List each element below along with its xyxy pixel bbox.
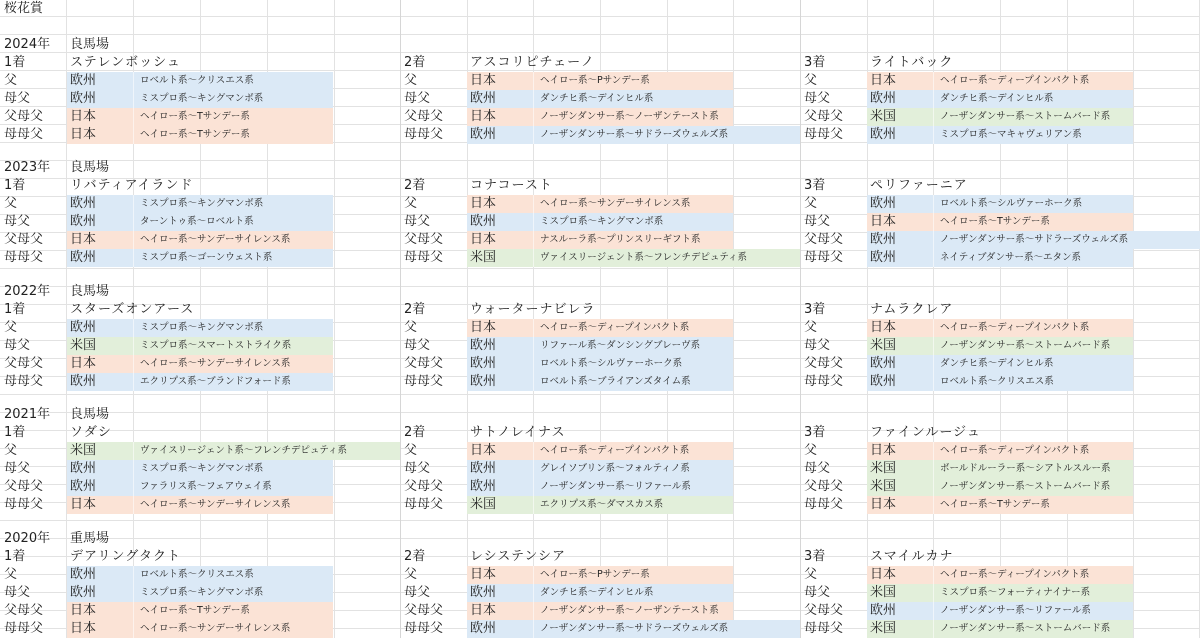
sire-line-cell[interactable]: ヘイロー系～ディープインパクト系 bbox=[933, 319, 1133, 337]
horse-name-cell[interactable]: アスコリピチェーノ bbox=[470, 55, 595, 70]
sire-line-cell[interactable]: ミスプロ系～キングマンボ系 bbox=[133, 319, 333, 337]
column-gridline bbox=[400, 0, 401, 638]
horse-name-cell[interactable]: サトノレイナス bbox=[470, 425, 566, 440]
region-cell[interactable]: 米国 bbox=[867, 337, 933, 355]
region-cell[interactable]: 欧州 bbox=[467, 126, 533, 144]
pedigree-label-dam-damsire[interactable]: 母母父 bbox=[804, 127, 844, 142]
sire-line-cell[interactable]: ノーザンダンサー系～サドラーズウェルズ系 bbox=[533, 620, 800, 638]
region-cell[interactable]: 米国 bbox=[67, 442, 133, 460]
pedigree-label-damsire[interactable]: 母父 bbox=[4, 338, 31, 353]
sire-line-cell[interactable]: ノーザンダンサー系～ノーザンテースト系 bbox=[533, 108, 733, 126]
pedigree-label-dam-damsire[interactable]: 母母父 bbox=[404, 250, 444, 265]
pedigree-label-father[interactable]: 父 bbox=[4, 567, 18, 582]
region-cell[interactable]: 欧州 bbox=[867, 249, 933, 267]
pedigree-label-dam-damsire[interactable]: 母母父 bbox=[804, 374, 844, 389]
region-cell[interactable]: 欧州 bbox=[67, 319, 133, 337]
finish-rank-cell[interactable]: 1着 bbox=[4, 549, 26, 564]
finish-rank-cell[interactable]: 1着 bbox=[4, 178, 26, 193]
region-cell[interactable]: 日本 bbox=[867, 496, 933, 514]
sire-line-cell[interactable]: グレイソブリン系～フォルティノ系 bbox=[533, 460, 733, 478]
pedigree-label-dam-damsire[interactable]: 母母父 bbox=[804, 621, 844, 636]
horse-name-cell[interactable]: スターズオンアース bbox=[70, 302, 195, 317]
sire-line-cell[interactable]: ミスプロ系～フォーティナイナー系 bbox=[933, 584, 1133, 602]
sire-line-cell[interactable]: ボールドルーラー系～シアトルスルー系 bbox=[933, 460, 1133, 478]
region-cell[interactable]: 日本 bbox=[867, 213, 933, 231]
pedigree-label-sire-damsire[interactable]: 父母父 bbox=[4, 109, 44, 124]
sire-line-cell[interactable]: ターントゥ系～ロベルト系 bbox=[133, 213, 333, 231]
pedigree-label-damsire[interactable]: 母父 bbox=[804, 91, 831, 106]
finish-rank-cell[interactable]: 2着 bbox=[404, 302, 426, 317]
track-condition-cell[interactable]: 重馬場 bbox=[70, 531, 110, 546]
pedigree-label-sire-damsire[interactable]: 父母父 bbox=[404, 109, 444, 124]
pedigree-label-sire-damsire[interactable]: 父母父 bbox=[404, 603, 444, 618]
finish-rank-cell[interactable]: 2着 bbox=[404, 55, 426, 70]
pedigree-label-father[interactable]: 父 bbox=[4, 443, 18, 458]
region-cell[interactable]: 米国 bbox=[467, 249, 533, 267]
pedigree-label-father[interactable]: 父 bbox=[804, 73, 818, 88]
region-cell[interactable]: 欧州 bbox=[467, 337, 533, 355]
region-cell[interactable]: 米国 bbox=[867, 460, 933, 478]
sire-line-cell[interactable]: ミスプロ系～キングマンボ系 bbox=[133, 195, 333, 213]
pedigree-label-dam-damsire[interactable]: 母母父 bbox=[4, 250, 44, 265]
finish-rank-cell[interactable]: 2着 bbox=[404, 549, 426, 564]
sire-line-cell[interactable]: ヘイロー系～ディープインパクト系 bbox=[533, 319, 733, 337]
horse-name-cell[interactable]: スマイルカナ bbox=[870, 549, 954, 564]
finish-rank-cell[interactable]: 3着 bbox=[804, 302, 826, 317]
pedigree-label-sire-damsire[interactable]: 父母父 bbox=[404, 356, 444, 371]
sire-line-cell[interactable]: ノーザンダンサー系～リファール系 bbox=[533, 478, 733, 496]
region-cell[interactable]: 欧州 bbox=[467, 213, 533, 231]
year-cell[interactable]: 2024年 bbox=[4, 37, 51, 52]
sire-line-cell[interactable]: ヘイロー系～Tサンデー系 bbox=[133, 602, 333, 620]
sire-line-cell[interactable]: ミスプロ系～ゴーンウェスト系 bbox=[133, 249, 333, 267]
pedigree-label-damsire[interactable]: 母父 bbox=[404, 338, 431, 353]
region-cell[interactable]: 欧州 bbox=[467, 478, 533, 496]
sire-line-cell[interactable]: ヘイロー系～Tサンデー系 bbox=[933, 213, 1133, 231]
track-condition-cell[interactable]: 良馬場 bbox=[70, 284, 110, 299]
region-cell[interactable]: 欧州 bbox=[467, 620, 533, 638]
pedigree-label-dam-damsire[interactable]: 母母父 bbox=[804, 250, 844, 265]
region-cell[interactable]: 欧州 bbox=[867, 373, 933, 391]
track-condition-cell[interactable]: 良馬場 bbox=[70, 407, 110, 422]
column-gridline bbox=[733, 0, 734, 638]
pedigree-label-father[interactable]: 父 bbox=[804, 567, 818, 582]
sire-line-cell[interactable]: エクリプス系～ダマスカス系 bbox=[533, 496, 733, 514]
pedigree-label-damsire[interactable]: 母父 bbox=[804, 585, 831, 600]
pedigree-label-father[interactable]: 父 bbox=[4, 73, 18, 88]
pedigree-label-damsire[interactable]: 母父 bbox=[404, 461, 431, 476]
region-cell[interactable]: 日本 bbox=[467, 566, 533, 584]
region-cell[interactable]: 日本 bbox=[467, 195, 533, 213]
horse-name-cell[interactable]: ナムラクレア bbox=[870, 302, 954, 317]
sire-line-cell[interactable]: ミスプロ系～マキャヴェリアン系 bbox=[933, 126, 1133, 144]
region-cell[interactable]: 欧州 bbox=[67, 460, 133, 478]
horse-name-cell[interactable]: ライトバック bbox=[870, 55, 954, 70]
sire-line-cell[interactable]: ヘイロー系～サンデーサイレンス系 bbox=[133, 496, 333, 514]
region-cell[interactable]: 日本 bbox=[467, 442, 533, 460]
finish-rank-cell[interactable]: 3着 bbox=[804, 55, 826, 70]
pedigree-label-damsire[interactable]: 母父 bbox=[404, 214, 431, 229]
pedigree-label-damsire[interactable]: 母父 bbox=[4, 91, 31, 106]
region-cell[interactable]: 日本 bbox=[67, 231, 133, 249]
finish-rank-cell[interactable]: 2着 bbox=[404, 425, 426, 440]
pedigree-label-sire-damsire[interactable]: 父母父 bbox=[804, 603, 844, 618]
pedigree-label-damsire[interactable]: 母父 bbox=[404, 91, 431, 106]
pedigree-label-father[interactable]: 父 bbox=[404, 443, 418, 458]
region-cell[interactable]: 日本 bbox=[467, 319, 533, 337]
year-cell[interactable]: 2022年 bbox=[4, 284, 51, 299]
finish-rank-cell[interactable]: 2着 bbox=[404, 178, 426, 193]
column-gridline bbox=[1133, 0, 1134, 638]
column-gridline bbox=[800, 0, 801, 638]
region-cell[interactable]: 日本 bbox=[467, 72, 533, 90]
region-cell[interactable]: 日本 bbox=[467, 108, 533, 126]
horse-name-cell[interactable]: コナコースト bbox=[470, 178, 553, 193]
pedigree-label-damsire[interactable]: 母父 bbox=[4, 461, 31, 476]
region-cell[interactable]: 日本 bbox=[67, 496, 133, 514]
horse-name-cell[interactable]: リバティアイランド bbox=[70, 178, 194, 193]
region-cell[interactable]: 日本 bbox=[867, 319, 933, 337]
horse-name-cell[interactable]: ペリファーニア bbox=[870, 178, 968, 193]
finish-rank-cell[interactable]: 1着 bbox=[4, 425, 26, 440]
track-condition-cell[interactable]: 良馬場 bbox=[70, 37, 110, 52]
pedigree-label-damsire[interactable]: 母父 bbox=[804, 338, 831, 353]
sire-line-cell[interactable]: ヘイロー系～ディープインパクト系 bbox=[933, 442, 1133, 460]
region-cell[interactable]: 欧州 bbox=[67, 195, 133, 213]
pedigree-label-damsire[interactable]: 母父 bbox=[4, 214, 31, 229]
sire-line-cell[interactable]: ヘイロー系～サンデーサイレンス系 bbox=[133, 231, 333, 249]
sire-line-cell[interactable]: ノーザンダンサー系～リファール系 bbox=[933, 602, 1133, 620]
sire-line-cell[interactable]: ロベルト系～クリスエス系 bbox=[933, 373, 1133, 391]
sire-line-cell[interactable]: ミスプロ系～キングマンボ系 bbox=[533, 213, 733, 231]
year-cell[interactable]: 2020年 bbox=[4, 531, 51, 546]
region-cell[interactable]: 米国 bbox=[867, 584, 933, 602]
pedigree-label-father[interactable]: 父 bbox=[404, 73, 418, 88]
region-cell[interactable]: 日本 bbox=[67, 355, 133, 373]
pedigree-label-damsire[interactable]: 母父 bbox=[4, 585, 31, 600]
region-cell[interactable]: 米国 bbox=[67, 337, 133, 355]
region-cell[interactable]: 欧州 bbox=[867, 126, 933, 144]
pedigree-label-father[interactable]: 父 bbox=[804, 196, 818, 211]
sire-line-cell[interactable]: ヘイロー系～Pサンデー系 bbox=[533, 566, 733, 584]
pedigree-label-father[interactable]: 父 bbox=[404, 567, 418, 582]
pedigree-label-sire-damsire[interactable]: 父母父 bbox=[4, 603, 44, 618]
sire-line-cell[interactable]: ヴァイスリージェント系～フレンチデピュティ系 bbox=[133, 442, 400, 460]
pedigree-label-sire-damsire[interactable]: 父母父 bbox=[4, 232, 44, 247]
pedigree-label-father[interactable]: 父 bbox=[404, 320, 418, 335]
region-cell[interactable]: 欧州 bbox=[67, 566, 133, 584]
pedigree-label-dam-damsire[interactable]: 母母父 bbox=[4, 127, 44, 142]
pedigree-label-dam-damsire[interactable]: 母母父 bbox=[4, 374, 44, 389]
sire-line-cell[interactable]: ダンチヒ系～デインヒル系 bbox=[933, 355, 1133, 373]
region-cell[interactable]: 欧州 bbox=[867, 355, 933, 373]
region-cell[interactable]: 欧州 bbox=[867, 602, 933, 620]
pedigree-label-dam-damsire[interactable]: 母母父 bbox=[404, 127, 444, 142]
pedigree-label-dam-damsire[interactable]: 母母父 bbox=[404, 621, 444, 636]
region-cell[interactable]: 日本 bbox=[67, 126, 133, 144]
track-condition-cell[interactable]: 良馬場 bbox=[70, 160, 110, 175]
sire-line-cell[interactable]: ネイティブダンサー系～エタン系 bbox=[933, 249, 1133, 267]
sire-line-cell[interactable]: ミスプロ系～スマートストライク系 bbox=[133, 337, 333, 355]
region-cell[interactable]: 欧州 bbox=[867, 231, 933, 249]
sire-line-cell[interactable]: ヴァイスリージェント系～フレンチデピュティ系 bbox=[533, 249, 800, 267]
sire-line-cell[interactable]: ヘイロー系～Pサンデー系 bbox=[533, 72, 733, 90]
pedigree-label-damsire[interactable]: 母父 bbox=[404, 585, 431, 600]
region-cell[interactable]: 欧州 bbox=[867, 195, 933, 213]
sire-line-cell[interactable]: ミスプロ系～キングマンボ系 bbox=[133, 90, 333, 108]
sire-line-cell[interactable]: ミスプロ系～キングマンボ系 bbox=[133, 584, 333, 602]
region-cell[interactable]: 日本 bbox=[467, 231, 533, 249]
pedigree-label-father[interactable]: 父 bbox=[804, 443, 818, 458]
sire-line-cell[interactable]: ヘイロー系～Tサンデー系 bbox=[133, 108, 333, 126]
region-cell[interactable]: 欧州 bbox=[467, 373, 533, 391]
region-cell[interactable]: 米国 bbox=[867, 478, 933, 496]
sire-line-cell[interactable]: ダンチヒ系～デインヒル系 bbox=[933, 90, 1133, 108]
region-cell[interactable]: 米国 bbox=[467, 496, 533, 514]
pedigree-label-sire-damsire[interactable]: 父母父 bbox=[404, 479, 444, 494]
region-cell[interactable]: 米国 bbox=[867, 108, 933, 126]
sire-line-cell[interactable]: ヘイロー系～Tサンデー系 bbox=[133, 126, 333, 144]
sire-line-cell[interactable]: ノーザンダンサー系～ノーザンテースト系 bbox=[533, 602, 733, 620]
region-cell[interactable]: 欧州 bbox=[467, 460, 533, 478]
sire-line-cell[interactable]: ヘイロー系～サンデーサイレンス系 bbox=[133, 355, 333, 373]
pedigree-label-dam-damsire[interactable]: 母母父 bbox=[804, 497, 844, 512]
sire-line-cell[interactable]: ダンチヒ系～デインヒル系 bbox=[533, 584, 733, 602]
region-cell[interactable]: 日本 bbox=[67, 108, 133, 126]
sire-line-cell[interactable]: ロベルト系～クリスエス系 bbox=[133, 566, 333, 584]
region-cell[interactable]: 欧州 bbox=[867, 90, 933, 108]
region-cell[interactable]: 欧州 bbox=[467, 90, 533, 108]
pedigree-label-sire-damsire[interactable]: 父母父 bbox=[804, 232, 844, 247]
sheet-title[interactable]: 桜花賞 bbox=[4, 1, 44, 16]
sire-line-cell[interactable]: ヘイロー系～Tサンデー系 bbox=[933, 496, 1133, 514]
finish-rank-cell[interactable]: 3着 bbox=[804, 549, 826, 564]
horse-name-cell[interactable]: ソダシ bbox=[70, 425, 112, 440]
region-cell[interactable]: 欧州 bbox=[467, 355, 533, 373]
region-cell[interactable]: 欧州 bbox=[67, 213, 133, 231]
region-cell[interactable]: 日本 bbox=[467, 602, 533, 620]
pedigree-label-sire-damsire[interactable]: 父母父 bbox=[4, 356, 44, 371]
pedigree-label-sire-damsire[interactable]: 父母父 bbox=[804, 109, 844, 124]
region-cell[interactable]: 欧州 bbox=[67, 90, 133, 108]
horse-name-cell[interactable]: ステレンボッシュ bbox=[70, 55, 181, 70]
finish-rank-cell[interactable]: 3着 bbox=[804, 178, 826, 193]
sire-line-cell[interactable]: ファラリス系～フェアウェイ系 bbox=[133, 478, 333, 496]
sire-line-cell[interactable]: エクリプス系～ブランドフォード系 bbox=[133, 373, 333, 391]
region-cell[interactable]: 日本 bbox=[867, 72, 933, 90]
horse-name-cell[interactable]: デアリングタクト bbox=[70, 549, 181, 564]
pedigree-label-sire-damsire[interactable]: 父母父 bbox=[404, 232, 444, 247]
sire-line-cell[interactable]: ノーザンダンサー系～ストームバード系 bbox=[933, 337, 1133, 355]
horse-name-cell[interactable]: ウォーターナビレラ bbox=[470, 302, 596, 317]
sire-line-cell[interactable]: ミスプロ系～キングマンボ系 bbox=[133, 460, 333, 478]
pedigree-label-dam-damsire[interactable]: 母母父 bbox=[4, 497, 44, 512]
sire-line-cell[interactable]: ヘイロー系～サンデーサイレンス系 bbox=[133, 620, 333, 638]
pedigree-label-dam-damsire[interactable]: 母母父 bbox=[404, 374, 444, 389]
region-cell[interactable]: 日本 bbox=[67, 620, 133, 638]
sire-line-cell[interactable]: ノーザンダンサー系～サドラーズウェルズ系 bbox=[533, 126, 800, 144]
sire-line-cell[interactable]: ノーザンダンサー系～ストームバード系 bbox=[933, 108, 1133, 126]
finish-rank-cell[interactable]: 1着 bbox=[4, 55, 26, 70]
sire-line-cell[interactable]: ヘイロー系～サンデーサイレンス系 bbox=[533, 195, 733, 213]
pedigree-label-sire-damsire[interactable]: 父母父 bbox=[804, 356, 844, 371]
sire-line-cell[interactable]: ヘイロー系～ディープインパクト系 bbox=[533, 442, 733, 460]
sire-line-cell[interactable]: ノーザンダンサー系～ストームバード系 bbox=[933, 620, 1133, 638]
sire-line-cell[interactable]: ロベルト系～クリスエス系 bbox=[133, 72, 333, 90]
finish-rank-cell[interactable]: 3着 bbox=[804, 425, 826, 440]
pedigree-label-sire-damsire[interactable]: 父母父 bbox=[804, 479, 844, 494]
sire-line-cell[interactable]: ヘイロー系～ディープインパクト系 bbox=[933, 72, 1133, 90]
sire-line-cell[interactable]: ダンチヒ系～デインヒル系 bbox=[533, 90, 733, 108]
sire-line-cell[interactable]: リファール系～ダンシングブレーヴ系 bbox=[533, 337, 733, 355]
pedigree-label-dam-damsire[interactable]: 母母父 bbox=[404, 497, 444, 512]
sire-line-cell[interactable]: ヘイロー系～ディープインパクト系 bbox=[933, 566, 1133, 584]
sire-line-cell[interactable]: ナスルーラ系～プリンスリーギフト系 bbox=[533, 231, 733, 249]
pedigree-label-father[interactable]: 父 bbox=[804, 320, 818, 335]
pedigree-label-father[interactable]: 父 bbox=[4, 196, 18, 211]
pedigree-label-sire-damsire[interactable]: 父母父 bbox=[4, 479, 44, 494]
pedigree-label-damsire[interactable]: 母父 bbox=[804, 461, 831, 476]
horse-name-cell[interactable]: ファインルージュ bbox=[870, 425, 981, 440]
region-cell[interactable]: 欧州 bbox=[67, 72, 133, 90]
year-cell[interactable]: 2023年 bbox=[4, 160, 51, 175]
sire-line-cell[interactable]: ロベルト系～シルヴァーホーク系 bbox=[533, 355, 733, 373]
region-cell[interactable]: 欧州 bbox=[67, 249, 133, 267]
pedigree-label-father[interactable]: 父 bbox=[404, 196, 418, 211]
sire-line-cell[interactable]: ノーザンダンサー系～ストームバード系 bbox=[933, 478, 1133, 496]
region-cell[interactable]: 欧州 bbox=[67, 478, 133, 496]
region-cell[interactable]: 欧州 bbox=[67, 373, 133, 391]
pedigree-label-damsire[interactable]: 母父 bbox=[804, 214, 831, 229]
pedigree-label-dam-damsire[interactable]: 母母父 bbox=[4, 621, 44, 636]
column-gridline bbox=[334, 0, 335, 638]
year-cell[interactable]: 2021年 bbox=[4, 407, 51, 422]
region-cell[interactable]: 日本 bbox=[867, 442, 933, 460]
region-cell[interactable]: 欧州 bbox=[467, 584, 533, 602]
sire-line-cell[interactable]: ロベルト系～ブライアンズタイム系 bbox=[533, 373, 733, 391]
region-cell[interactable]: 欧州 bbox=[67, 584, 133, 602]
region-cell[interactable]: 日本 bbox=[867, 566, 933, 584]
finish-rank-cell[interactable]: 1着 bbox=[4, 302, 26, 317]
sire-line-cell[interactable]: ロベルト系～シルヴァーホーク系 bbox=[933, 195, 1133, 213]
sire-line-cell[interactable]: ノーザンダンサー系～サドラーズウェルズ系 bbox=[933, 231, 1200, 249]
region-cell[interactable]: 日本 bbox=[67, 602, 133, 620]
region-cell[interactable]: 米国 bbox=[867, 620, 933, 638]
pedigree-label-father[interactable]: 父 bbox=[4, 320, 18, 335]
horse-name-cell[interactable]: レシステンシア bbox=[470, 549, 567, 564]
